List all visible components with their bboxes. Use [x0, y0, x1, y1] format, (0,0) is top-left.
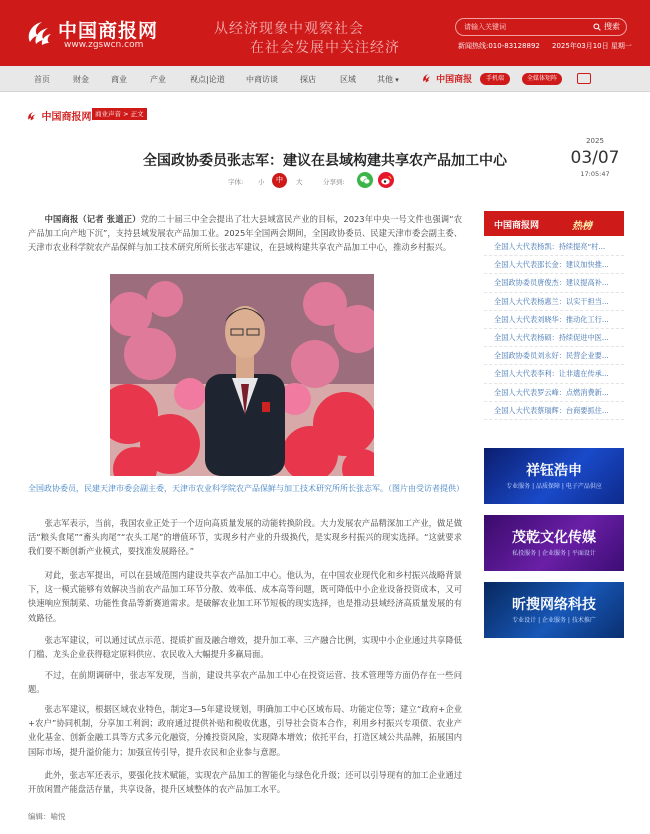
- hot-list-item[interactable]: 全国人大代表刘晓华：推动化工行...: [484, 311, 624, 329]
- font-size-small[interactable]: 小: [258, 178, 265, 186]
- logo-swirl-icon: [24, 16, 54, 48]
- search-input[interactable]: 请输入关键词: [464, 23, 506, 31]
- ad-banner[interactable]: [484, 582, 624, 638]
- ad-subtitle: 专业设计 | 企业服务 | 技术推广: [512, 617, 596, 624]
- nav-item-industry[interactable]: 产业: [150, 75, 166, 84]
- article-paragraph: 不过，在前期调研中，张志军发现，当前，建设共享农产品加工中心在投资运营、技术管理等方面仍存在一些问题。: [28, 670, 462, 695]
- ad-title: 茂乾文化传媒: [512, 530, 596, 546]
- ad-subtitle: 私投服务 | 企业服务 | 平面设计: [512, 550, 596, 557]
- article-photo: [110, 274, 374, 476]
- share-label: 分享到:: [323, 178, 345, 186]
- search-box[interactable]: [455, 18, 627, 36]
- font-size-label: 字体:: [228, 178, 244, 186]
- hot-list: [484, 238, 624, 420]
- ad-banner[interactable]: [484, 448, 624, 504]
- article-paragraph: 此外，张志军还表示，要强化技术赋能，实现农产品加工的智能化与绿色化升级；还可以引导现有的加工企业通过开放闲置产能盘活存量，共享设备，提升区域整体的农产品加工水平。: [28, 770, 462, 795]
- nav-item-more[interactable]: 其他 ▾: [377, 74, 399, 85]
- search-button[interactable]: [593, 21, 620, 32]
- slogan-line-1: 从经济现象中观察社会: [214, 21, 364, 37]
- breadcrumb-logo[interactable]: [26, 108, 91, 123]
- search-button-label: 搜索: [604, 22, 620, 31]
- photo-caption: 全国政协委员，民建天津市委会副主委，天津市农业科学院农产品保鲜与加工技术研究所所长张志军。（图片由受访者提供）: [28, 484, 464, 493]
- hotline: 新闻热线:010-83128892: [458, 42, 540, 50]
- article-title: 全国政协委员张志军：建议在县域构建共享农产品加工中心: [143, 153, 507, 169]
- hot-list-item[interactable]: 全国政协委员唐俊杰：建议提高补...: [484, 274, 624, 292]
- main-nav: [0, 66, 650, 92]
- weibo-share-icon[interactable]: [378, 172, 394, 188]
- publish-time: 17:05:47: [580, 170, 610, 178]
- ad-title: 昕搜网络科技: [512, 597, 596, 613]
- hot-list-item[interactable]: 全国人大代表罗云峰：点燃消费新...: [484, 384, 624, 402]
- wechat-share-icon[interactable]: [357, 172, 373, 188]
- logo-text: 中国商报网: [58, 20, 159, 42]
- ad-title: 祥钰浩申: [526, 463, 582, 479]
- editor-credit: 编辑：喻悦: [28, 812, 66, 821]
- publish-date: [570, 137, 620, 178]
- hot-list-item[interactable]: 全国人大代表杨凯：持续提亮“村...: [484, 238, 624, 256]
- lead-text: 党的二十届三中全会提出了壮大县域富民产业的目标，2023年中央一号文件也强调“农产品加工向产地下沉”，支持县域发展农产品加工业。2025年全国两会期间，全国政协委员、民建天津市委会副主委、天津市农业科学院农产品保鲜与加工技术研究所所长张志军建议，在县域构建共享农产品加工中心，推动乡村振兴。: [28, 214, 462, 253]
- nav-logo-text: 中国商报: [436, 75, 473, 85]
- breadcrumb[interactable]: 商业声音 > 正文: [92, 108, 147, 120]
- logo-swirl-icon: [26, 110, 38, 122]
- hot-list-header: [484, 211, 624, 236]
- site-logo[interactable]: [24, 12, 159, 54]
- article-paragraph: 张志军表示，当前，我国农业正处于一个迈向高质量发展的动能转换阶段。大力发展农产品精深加工产业，做足做活“粮头食尾”“畜头肉尾”“农头工尾”的增值环节，实现乡村产业的升级换代，是实现乡村振兴的现实选择。“这就要求我们要不断创新产业模式，要找准发展路径。”: [28, 518, 462, 557]
- article-paragraph: 张志军建议，可以通过试点示范、提质扩面及融合增效，提升加工率、三产融合比例，实现中小企业通过共享降低门槛、龙头企业获得稳定原料供应、农民收入大幅提升多赢局面。: [28, 635, 462, 660]
- publish-year: 2025: [586, 137, 604, 145]
- nav-item-finance[interactable]: 财金: [73, 75, 89, 84]
- nav-item-store-visit[interactable]: 探店: [300, 75, 316, 84]
- search-icon: [593, 23, 601, 31]
- nav-logo[interactable]: [421, 72, 472, 85]
- article-lead: [28, 212, 462, 255]
- logo-url: www.zgswcn.com: [64, 40, 144, 50]
- hot-list-item[interactable]: 全国人大代表杨惠兰：以实干担当...: [484, 293, 624, 311]
- mobile-app-button[interactable]: 手机端: [480, 73, 510, 85]
- mail-icon[interactable]: [577, 73, 591, 84]
- site-header: [0, 0, 650, 66]
- font-size-large[interactable]: 大: [296, 178, 303, 186]
- media-matrix-button[interactable]: 全媒体矩阵: [522, 73, 562, 85]
- lead-byline: 中国商报（记者 张道正）: [44, 214, 141, 224]
- hot-list-item[interactable]: 全国人大代表蔡瑞辉：台商要抓住...: [484, 402, 624, 420]
- hot-list-tag: 热榜: [572, 221, 592, 232]
- hot-list-item[interactable]: 全国人大代表杨硕：持续促进中医...: [484, 329, 624, 347]
- nav-item-business[interactable]: 商业: [111, 75, 127, 84]
- article-paragraph: 张志军建议，根据区域农业特色，制定3—5年建设规划，明确加工中心区域布局、功能定位等；建立“政府+企业+农户”协同机制，分享加工利润；政府通过提供补贴和税收优惠，引导社会资本合作，利用乡村振兴专项债、农业产业化基金、创新金融工具等方式多元化融资，分摊投资风险，实现降本增效；依托平台，打造区域公共品牌，拓展国内国际市场，提升溢价能力；加强宣传引导，提升农民和企业参与意愿。: [28, 704, 462, 757]
- hot-list-logo: 中国商报网: [494, 221, 540, 231]
- hot-list-item[interactable]: 全国政协委员刘永好：民营企业要...: [484, 347, 624, 365]
- ad-subtitle: 专业服务 | 品质保障 | 电子产品供应: [506, 483, 602, 490]
- nav-item-interview[interactable]: 中商访谈: [246, 75, 278, 84]
- hot-list-item[interactable]: 全国人大代表李利：让非遗在传承...: [484, 365, 624, 383]
- font-size-medium[interactable]: 中: [272, 173, 287, 188]
- nav-item-region[interactable]: 区域: [340, 75, 356, 84]
- nav-item-viewpoint[interactable]: 视点|论道: [190, 75, 225, 84]
- header-date: 2025年03月10日 星期一: [552, 42, 632, 50]
- logo-swirl-icon: [421, 72, 433, 84]
- article-paragraph: 对此，张志军提出，可以在县域范围内建设共享农产品加工中心。他认为，在中国农业现代化和乡村振兴战略背景下，这一模式能够有效解决当前农产品加工环节分散、效率低、成本高等问题，既可降低中小企业设备投资成本，又可快速响应预制菜、功能性食品等新赛道需求。是破解农业加工环节短板的现实选择，也是推动县域经济高质量发展的有效路径。: [28, 570, 462, 623]
- nav-item-home[interactable]: 首页: [34, 75, 50, 84]
- publish-month-day: 03/07: [570, 148, 620, 168]
- hot-list-item[interactable]: 全国人大代表邵长金：建议加快推...: [484, 256, 624, 274]
- breadcrumb-logo-text: 中国商报网: [41, 112, 92, 123]
- slogan-line-2: 在社会发展中关注经济: [250, 40, 400, 56]
- ad-banner[interactable]: [484, 515, 624, 571]
